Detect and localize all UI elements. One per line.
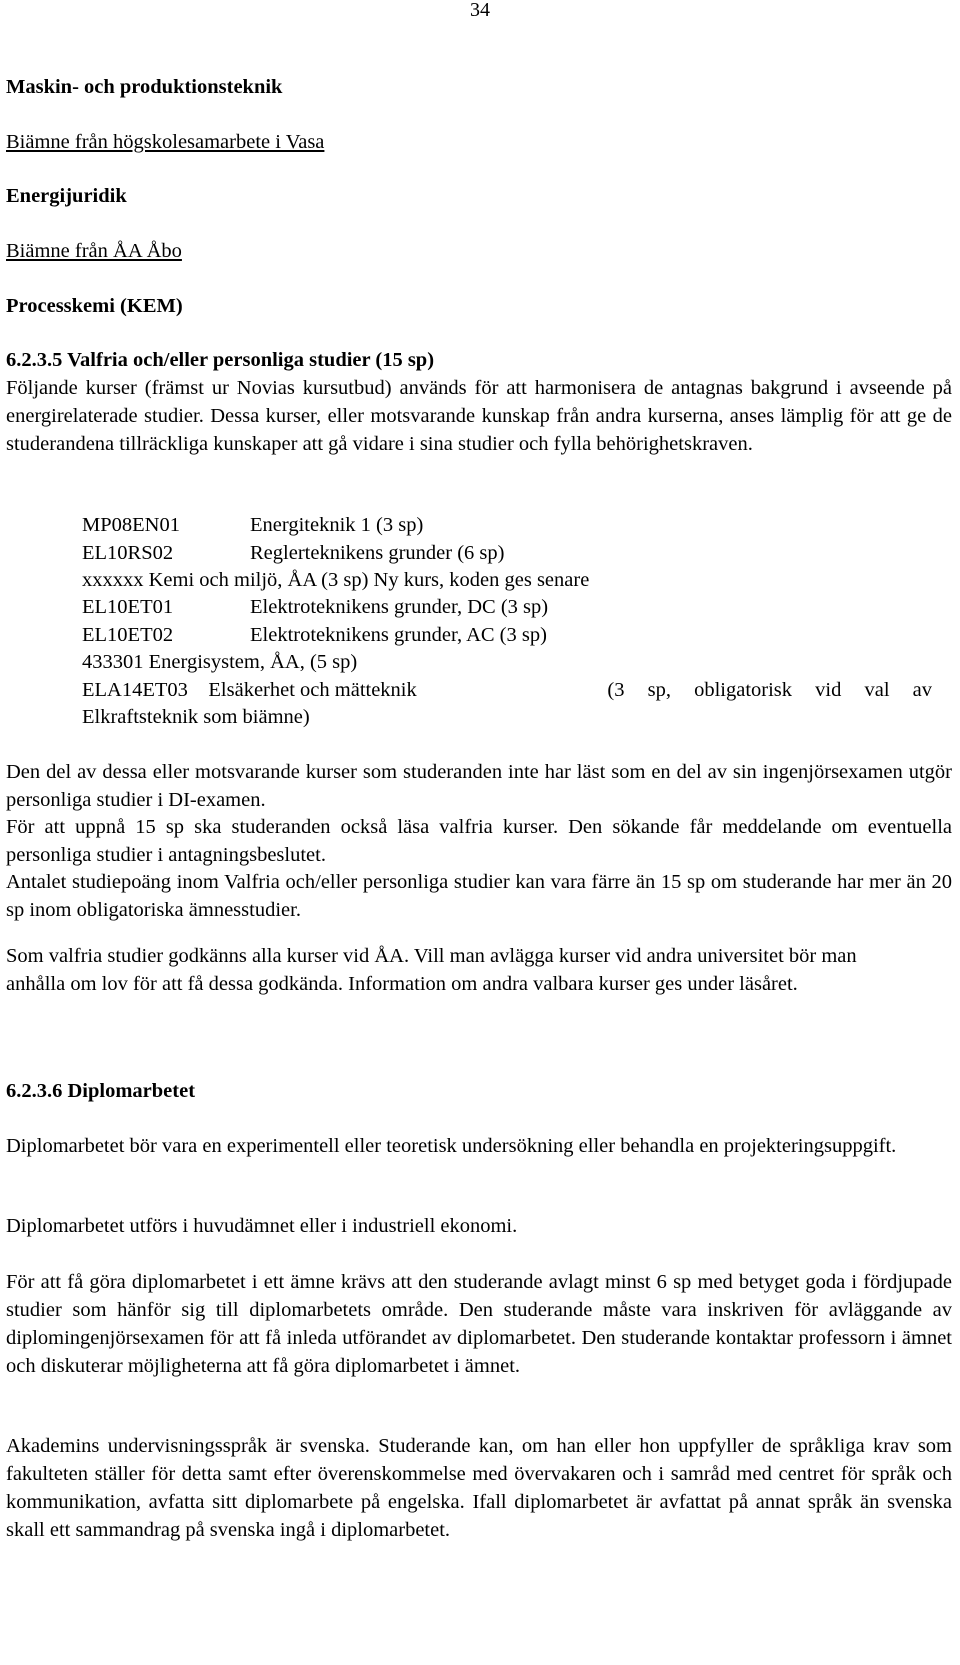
course-code: EL10ET01 bbox=[82, 596, 174, 618]
paragraph: För att uppnå 15 sp ska studeranden också läsa valfria kurser. Den sökande får meddelande om eventuella personliga studier i antagningsbeslutet. bbox=[6, 816, 952, 866]
paragraph: För att få göra diplomarbetet i ett ämne krävs att den studerande avlagt minst 6 sp med betyget goda i fördjupade studier som hänför sig till diplomarbetets område. Den studerande måste vara inskriven för avläggande av diplomingenjörsexamen för att få inleda utförandet av diplomarbetet. Den studerande kontaktar professorn i ämnet och diskuterar möjligheterna att få göra diplomarbetet i ämnet. bbox=[6, 1271, 952, 1377]
course-item bbox=[82, 539, 504, 567]
paragraph: Den del av dessa eller motsvarande kurser som studeranden inte har läst som en del av sin ingenjörsexamen utgör personliga studier i DI-examen. bbox=[6, 761, 952, 811]
page-number: 34 bbox=[470, 0, 490, 21]
paragraph: Som valfria studier godkänns alla kurser vid ÅA. Vill man avlägga kurser vid andra universitet bör man anhålla om lov för att få dessa godkända. Information om andra valbara kurser ges under läsåret. bbox=[6, 945, 857, 995]
subheading-biamne-aa: Biämne från ÅA Åbo bbox=[6, 240, 182, 262]
heading-maskin: Maskin- och produktionsteknik bbox=[6, 76, 283, 98]
course-code: EL10RS02 bbox=[82, 542, 174, 564]
course-item bbox=[82, 593, 548, 621]
section-title-6236: 6.2.3.6 Diplomarbetet bbox=[6, 1080, 196, 1102]
paragraph: Diplomarbetet bör vara en experimentell eller teoretisk undersökning eller behandla en projekteringsuppgift. bbox=[6, 1135, 897, 1157]
course-name: Elektroteknikens grunder, DC (3 sp) bbox=[250, 596, 549, 618]
course-item bbox=[82, 511, 423, 539]
section-intro-6235: Följande kurser (främst ur Novias kursutbud) används för att harmonisera de antagnas bakgrund i avseende på energirelaterade studier. Dessa kurser, eller motsvarande kunskap från andra kurserna, anses lämplig för att ge de studerandena tillräckliga kunskaper att gå vidare i sina studier och fylla behörighetskraven. bbox=[6, 377, 952, 455]
paragraph: Diplomarbetet utförs i huvudämnet eller i industriell ekonomi. bbox=[6, 1215, 518, 1237]
course-item bbox=[82, 676, 932, 704]
course-name: 433301 Energisystem, ÅA, (5 sp) bbox=[82, 651, 358, 673]
paragraph: Akademins undervisningsspråk är svenska. Studerande kan, om han eller hon uppfyller de språkliga krav som fakulteten ställer för detta samt efter överenskommelse med övervakaren och i samråd med centret för språk och kommunikation, avfatta sitt diplomarbete på engelska. Ifall diplomarbetet är avfattat på annat språk än svenska skall ett sammandrag på svenska ingå i diplomarbetet. bbox=[6, 1435, 952, 1541]
course-code: EL10ET02 bbox=[82, 624, 174, 646]
section-title-6235: 6.2.3.5 Valfria och/eller personliga studier (15 sp) bbox=[6, 349, 435, 371]
course-title: Elsäkerhet och mätteknik bbox=[208, 679, 417, 701]
paragraph: Antalet studiepoäng inom Valfria och/eller personliga studier kan vara färre än 15 sp om studerande har mer än 20 sp inom obligatoriska ämnesstudier. bbox=[6, 871, 952, 921]
heading-energijuridik: Energijuridik bbox=[6, 185, 127, 207]
course-code: MP08EN01 bbox=[82, 514, 180, 536]
course-note: (3 sp, obligatorisk vid val av bbox=[607, 679, 932, 701]
subheading-biamne-vasa: Biämne från högskolesamarbete i Vasa bbox=[6, 131, 325, 153]
course-item bbox=[82, 566, 589, 594]
heading-processkemi: Processkemi (KEM) bbox=[6, 295, 183, 317]
course-item bbox=[82, 648, 357, 676]
course-name bbox=[82, 676, 417, 704]
course-name: Elektroteknikens grunder, AC (3 sp) bbox=[250, 624, 547, 646]
course-code: ELA14ET03 bbox=[82, 679, 188, 701]
course-name: Energiteknik 1 (3 sp) bbox=[250, 514, 424, 536]
course-name: Reglerteknikens grunder (6 sp) bbox=[250, 542, 505, 564]
course-name: xxxxxx Kemi och miljö, ÅA (3 sp) Ny kurs, koden ges senare bbox=[82, 569, 590, 591]
course-note-continued: Elkraftsteknik som biämne) bbox=[82, 706, 310, 728]
course-item bbox=[82, 621, 547, 649]
